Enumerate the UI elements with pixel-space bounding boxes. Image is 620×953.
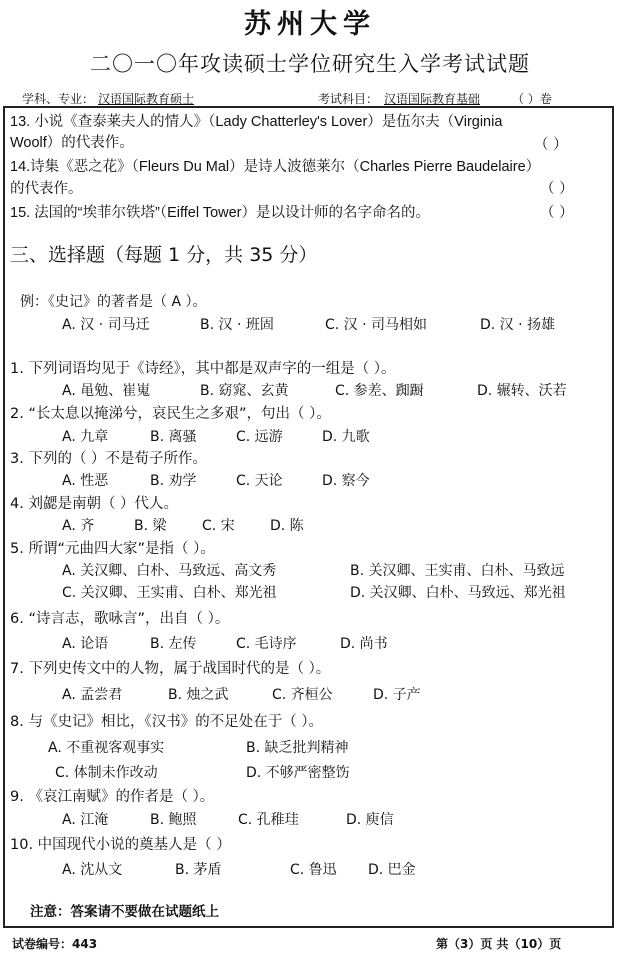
answer-note: 注意：答案请不要做在试题纸上 xyxy=(30,904,219,920)
q8-option-b: B. 缺乏批判精神 xyxy=(246,740,349,756)
q2-option-c: C. 远游 xyxy=(236,429,283,445)
q10-option-d: D. 巴金 xyxy=(368,862,416,878)
q7-option-c: C. 齐桓公 xyxy=(272,687,333,703)
tf-question-13-cont: Woolf）的代表作。 xyxy=(10,135,134,151)
q6-option-a: A. 论语 xyxy=(62,636,109,652)
q4-option-c: C. 宋 xyxy=(202,518,235,534)
tf-question-14: 14.诗集《恶之花》（Fleurs Du Mal）是诗人波德莱尔（Charles Pierre Baudelaire） xyxy=(10,159,541,175)
q5-option-a: A. 关汉卿、白朴、马致远、高文秀 xyxy=(62,563,277,579)
tf-question-15: 15. 法国的“埃菲尔铁塔”（Eiffel Tower）是以设计师的名字命名的。 xyxy=(10,205,431,221)
exam-title: 二〇一〇年攻读硕士学位研究生入学考试试题 xyxy=(90,52,530,76)
q1-option-d: D. 辗转、沃若 xyxy=(477,383,567,399)
question-7: 7. 下列史传文中的人物，属于战国时代的是（ ）。 xyxy=(10,661,331,677)
q9-option-c: C. 孔稚珪 xyxy=(238,812,299,828)
subject-label: 学科、专业： xyxy=(22,92,95,106)
question-4: 4. 刘勰是南朝（ ）代人。 xyxy=(10,496,179,512)
question-10: 10. 中国现代小说的奠基人是（ ） xyxy=(10,837,231,853)
q2-option-b: B. 离骚 xyxy=(150,429,197,445)
tf-question-14-cont: 的代表作。 xyxy=(10,181,83,197)
q3-option-d: D. 察今 xyxy=(322,473,370,489)
q6-option-c: C. 毛诗序 xyxy=(236,636,297,652)
course-value: 汉语国际教育基础 xyxy=(384,92,481,106)
example-option-c: C. 汉 · 司马相如 xyxy=(325,317,428,333)
question-8: 8. 与《史记》相比，《汉书》的不足处在于（ ）。 xyxy=(10,714,324,730)
q1-option-b: B. 窈窕、玄黄 xyxy=(200,383,289,399)
q2-option-d: D. 九歌 xyxy=(322,429,370,445)
university-title: 苏州大学 xyxy=(244,9,376,40)
question-6: 6. “诗言志，歌咏言”，出自（ ）。 xyxy=(10,611,230,627)
q7-option-d: D. 子产 xyxy=(373,687,421,703)
q8-option-c: C. 体制未作改动 xyxy=(55,765,158,781)
q1-option-c: C. 参差、踟蹰 xyxy=(335,383,424,399)
example-option-a: A. 汉 · 司马迁 xyxy=(62,317,150,333)
q7-option-b: B. 烛之武 xyxy=(168,687,229,703)
q6-option-b: B. 左传 xyxy=(150,636,197,652)
q5-option-c: C. 关汉卿、王实甫、白朴、郑光祖 xyxy=(62,585,277,601)
q10-option-c: C. 鲁迅 xyxy=(290,862,337,878)
example-option-d: D. 汉 · 扬雄 xyxy=(480,317,556,333)
paper-type: （ ）卷 xyxy=(512,92,552,106)
page-indicator: 第（3）页 共（10）页 xyxy=(436,937,562,951)
tf-blank-15: （ ） xyxy=(540,205,574,221)
tf-blank-13: （ ） xyxy=(534,137,568,153)
q10-option-b: B. 茅盾 xyxy=(175,862,222,878)
q2-option-a: A. 九章 xyxy=(62,429,109,445)
question-9: 9. 《哀江南赋》的作者是（ ）。 xyxy=(10,789,215,805)
q4-option-b: B. 梁 xyxy=(134,518,167,534)
q3-option-b: B. 劝学 xyxy=(150,473,197,489)
q9-option-d: D. 庾信 xyxy=(346,812,394,828)
question-1: 1. 下列词语均见于《诗经》，其中都是双声字的一组是（ ）。 xyxy=(10,361,396,377)
course-label: 考试科目： xyxy=(318,92,379,106)
q4-option-a: A. 齐 xyxy=(62,518,95,534)
question-3: 3. 下列的（ ）不是荀子所作。 xyxy=(10,451,208,467)
q8-option-a: A. 不重视客观事实 xyxy=(48,740,165,756)
q10-option-a: A. 沈从文 xyxy=(62,862,123,878)
q4-option-d: D. 陈 xyxy=(270,518,304,534)
q5-option-d: D. 关汉卿、白朴、马致远、郑光祖 xyxy=(350,585,566,601)
tf-blank-14: （ ） xyxy=(540,181,574,197)
section-title: 三、选择题（每题 1 分，共 35 分） xyxy=(10,244,318,266)
q3-option-c: C. 天论 xyxy=(236,473,283,489)
question-2: 2. “长太息以掩涕兮，哀民生之多艰”，句出（ ）。 xyxy=(10,406,331,422)
tf-question-13: 13. 小说《查泰莱夫人的情人》（Lady Chatterley's Lover）是伍尔夫（Virginia xyxy=(10,114,503,130)
q8-option-d: D. 不够严密整饬 xyxy=(246,765,350,781)
q7-option-a: A. 孟尝君 xyxy=(62,687,123,703)
paper-number: 试卷编号：443 xyxy=(12,937,98,951)
subject-value: 汉语国际教育硕士 xyxy=(98,92,195,106)
q3-option-a: A. 性恶 xyxy=(62,473,109,489)
q5-option-b: B. 关汉卿、王实甫、白朴、马致远 xyxy=(350,563,565,579)
q9-option-a: A. 江淹 xyxy=(62,812,109,828)
example-option-b: B. 汉 · 班固 xyxy=(200,317,274,333)
q1-option-a: A. 黾勉、崔嵬 xyxy=(62,383,151,399)
q9-option-b: B. 鲍照 xyxy=(150,812,197,828)
q6-option-d: D. 尚书 xyxy=(340,636,388,652)
example-question: 例：《史记》的著者是（ A ）。 xyxy=(20,294,207,310)
question-5: 5. 所谓“元曲四大家”是指（ ）。 xyxy=(10,541,215,557)
